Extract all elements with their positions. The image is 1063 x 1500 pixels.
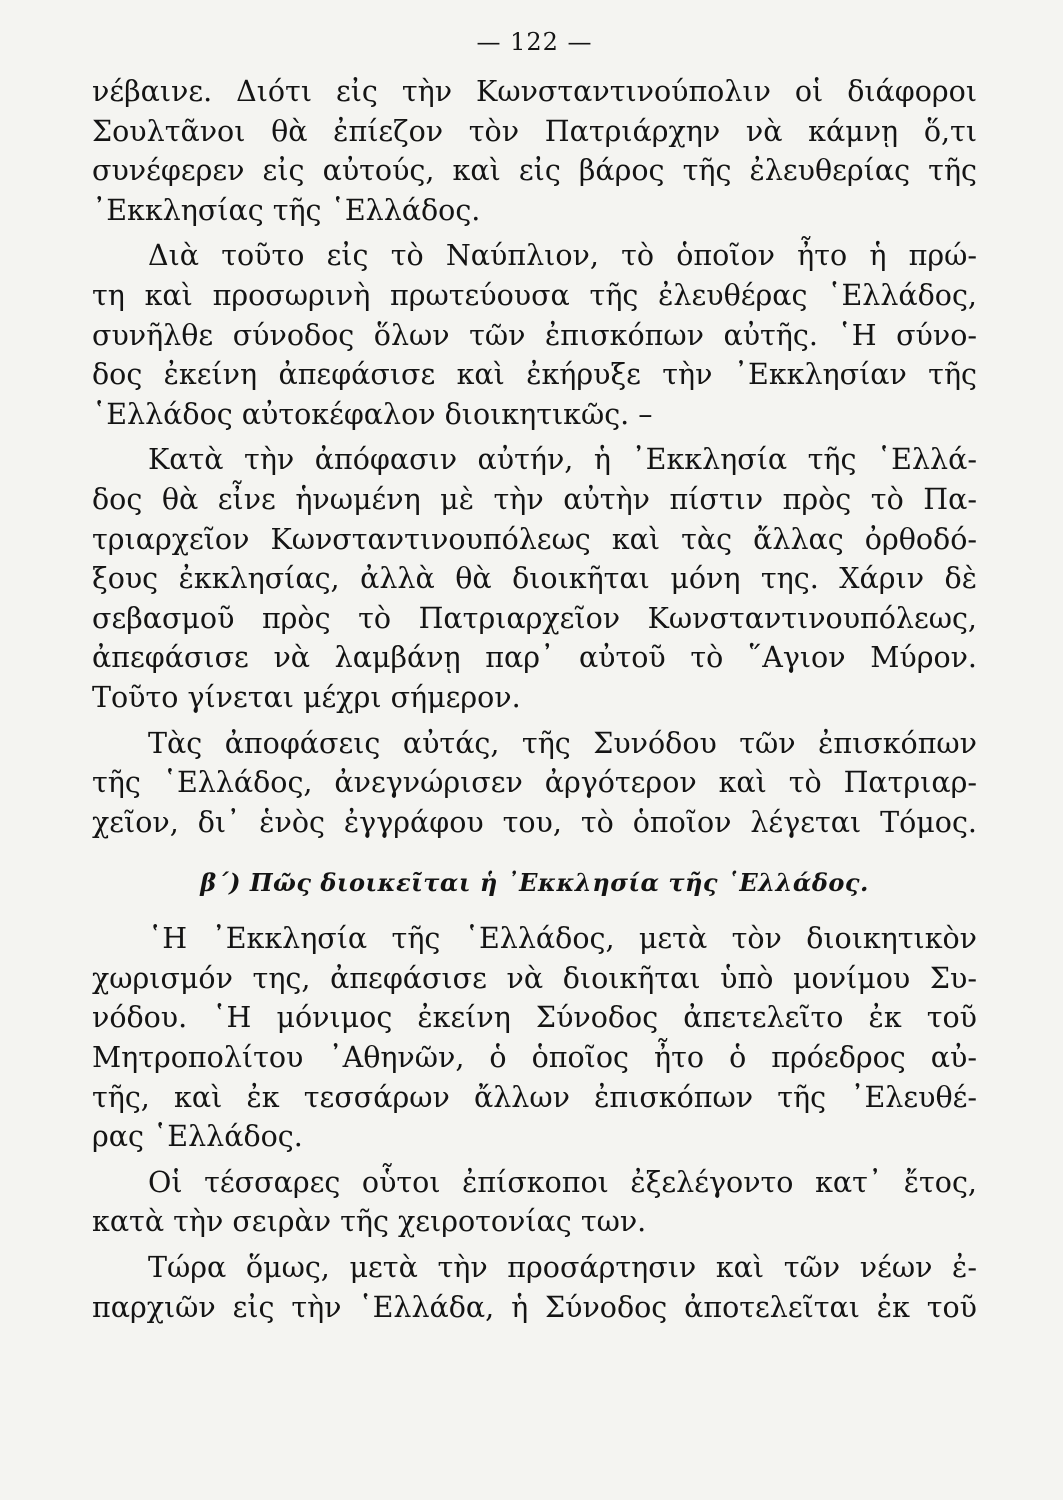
text-line: ξους ἐκκλησίας, ἀλλὰ θὰ διοικῆται μόνη της. Χάριν δὲ <box>92 562 977 596</box>
text-line: τῆς ῾Ελλάδος, ἀνεγνώρισεν ἀργότερον καὶ τὸ Πατριαρ- <box>92 766 977 800</box>
text-line: τριαρχεῖον Κωνσταντινουπόλεως καὶ τὰς ἄλλας ὀρθοδό- <box>92 522 977 556</box>
paragraph-1 <box>92 72 977 230</box>
paragraph-5 <box>92 919 977 1157</box>
text-line: Τοῦτο γίνεται μέχρι σήμερον. <box>92 680 521 714</box>
text-line: Τὰς ἀποφάσεις αὐτάς, τῆς Συνόδου τῶν ἐπισκόπων <box>148 726 977 760</box>
text-line: Κατὰ τὴν ἀπόφασιν αὐτήν, ἡ ᾿Εκκλησία τῆς ῾Ελλά- <box>148 443 977 477</box>
text-line: παρχιῶν εἰς τὴν ῾Ελλάδα, ἡ Σύνοδος ἀποτελεῖται ἐκ τοῦ <box>92 1290 977 1324</box>
paragraph-6 <box>92 1163 977 1242</box>
text-line: ᾿Εκκλησίας τῆς ῾Ελλάδος. <box>92 193 481 227</box>
page-number: — 122 — <box>476 28 593 56</box>
text-line: χεῖον, δι᾿ ἑνὸς ἐγγράφου του, τὸ ὁποῖον λέγεται Τόμος. <box>92 805 977 839</box>
text-line: σεβασμοῦ πρὸς τὸ Πατριαρχεῖον Κωνσταντινουπόλεως, <box>92 601 977 635</box>
text-line: δος θὰ εἶνε ἡνωμένη μὲ τὴν αὐτὴν πίστιν πρὸς τὸ Πα- <box>92 482 977 516</box>
text-line: συνῆλθε σύνοδος ὅλων τῶν ἐπισκόπων αὐτῆς. ῾Η σύνο- <box>92 318 977 352</box>
text-line: ἀπεφάσισε νὰ λαμβάνῃ παρ᾿ αὐτοῦ τὸ ῞Αγιον Μύρον. <box>92 641 977 675</box>
text-line: νόδου. ῾Η μόνιμος ἐκείνη Σύνοδος ἀπετελεῖτο ἐκ τοῦ <box>92 1001 977 1035</box>
paragraph-3 <box>92 440 977 717</box>
paragraph-2 <box>92 236 977 434</box>
text-line: Οἱ τέσσαρες οὗτοι ἐπίσκοποι ἐξελέγοντο κατ᾿ ἔτος, <box>148 1165 977 1199</box>
paragraph-4 <box>92 724 977 843</box>
section-heading: β΄) Πῶς διοικεῖται ἡ ᾿Εκκλησία τῆς ῾Ελλάδος. <box>200 868 869 898</box>
text-line: κατὰ τὴν σειρὰν τῆς χειροτονίας των. <box>92 1205 647 1239</box>
text-line: ῾Ελλάδος αὐτοκέφαλον διοικητικῶς. – <box>92 397 653 431</box>
text-line: Τώρα ὅμως, μετὰ τὴν προσάρτησιν καὶ τῶν νέων ἐ- <box>148 1251 977 1285</box>
text-line: ρας ῾Ελλάδος. <box>92 1120 303 1154</box>
text-line: δος ἐκείνη ἀπεφάσισε καὶ ἐκήρυξε τὴν ᾿Εκκλησίαν τῆς <box>92 358 977 392</box>
text-line: ῾Η ᾿Εκκλησία τῆς ῾Ελλάδος, μετὰ τὸν διοικητικὸν <box>148 922 977 956</box>
text-line: τῆς, καὶ ἐκ τεσσάρων ἄλλων ἐπισκόπων τῆς ᾿Ελευθέ- <box>92 1080 977 1114</box>
paragraph-7 <box>92 1248 977 1327</box>
text-line: Μητροπολίτου ᾿Αθηνῶν, ὁ ὁποῖος ἦτο ὁ πρόεδρος αὐ- <box>92 1041 977 1075</box>
text-line: χωρισμόν της, ἀπεφάσισε νὰ διοικῆται ὑπὸ μονίμου Συ- <box>92 961 977 995</box>
text-line: τη καὶ προσωρινὴ πρωτεύουσα τῆς ἐλευθέρας ῾Ελλάδος, <box>92 278 977 312</box>
text-line: νέβαινε. Διότι εἰς τὴν Κωνσταντινούπολιν οἱ διάφοροι <box>92 75 977 108</box>
text-line: Σουλτᾶνοι θὰ ἐπίεζον τὸν Πατριάρχην νὰ κάμνῃ ὅ,τι <box>92 114 977 148</box>
text-line: συνέφερεν εἰς αὐτούς, καὶ εἰς βάρος τῆς ἐλευθερίας τῆς <box>92 154 977 188</box>
text-line: Διὰ τοῦτο εἰς τὸ Ναύπλιον, τὸ ὁποῖον ἦτο ἡ πρώ- <box>148 239 977 273</box>
